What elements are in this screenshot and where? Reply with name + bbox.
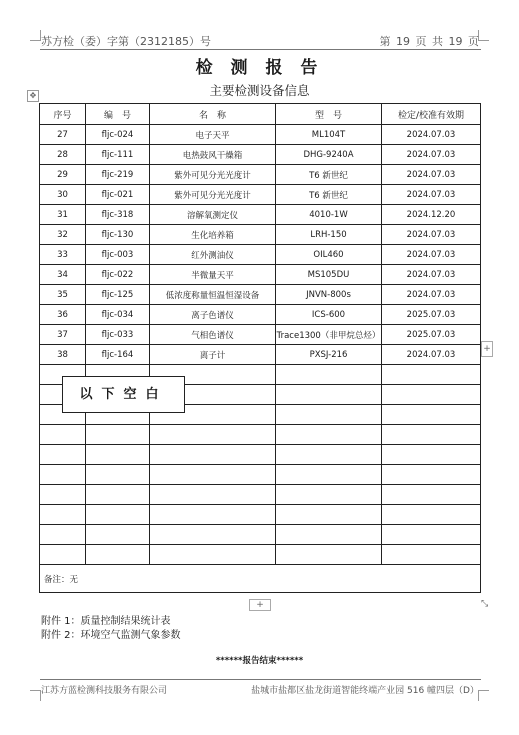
table-cell: 28: [40, 145, 86, 165]
table-cell: [276, 505, 382, 525]
table-cell: 气相色谱仪: [150, 325, 276, 345]
table-cell: [382, 425, 481, 445]
table-cell: [382, 365, 481, 385]
table-cell: Trace1300（非甲烷总烃）: [276, 325, 382, 345]
table-cell: 2024.07.03: [382, 165, 481, 185]
table-row: [40, 345, 481, 365]
column-header: 名 称: [150, 104, 276, 125]
add-column-icon[interactable]: +: [249, 599, 271, 611]
table-cell: 离子计: [150, 345, 276, 365]
table-cell: [40, 465, 86, 485]
table-cell: [382, 465, 481, 485]
table-cell: 紫外可见分光光度计: [150, 165, 276, 185]
table-cell: [150, 505, 276, 525]
footer-company: 江苏方蓝检测科技服务有限公司: [41, 686, 168, 696]
table-cell: 33: [40, 245, 86, 265]
table-cell: fljc-219: [86, 165, 150, 185]
table-cell: 2024.07.03: [382, 145, 481, 165]
table-cell: [150, 465, 276, 485]
table-cell: [276, 485, 382, 505]
table-cell: [40, 505, 86, 525]
table-cell: [382, 505, 481, 525]
table-cell: [86, 425, 150, 445]
column-header: 型 号: [276, 104, 382, 125]
table-row: [40, 325, 481, 345]
crop-mark-top-left: [30, 30, 41, 41]
table-cell: fljc-164: [86, 345, 150, 365]
table-cell: [150, 485, 276, 505]
report-end-marker: ******报告结束******: [215, 656, 304, 666]
table-row: [40, 245, 481, 265]
crop-mark-bottom-left: [30, 690, 41, 701]
table-cell: 2025.07.03: [382, 305, 481, 325]
table-cell: 2024.07.03: [382, 225, 481, 245]
table-cell: 4010-1W: [276, 205, 382, 225]
section-subtitle: 主要检测设备信息: [209, 83, 310, 98]
table-cell: [382, 485, 481, 505]
table-row: [40, 145, 481, 165]
table-cell: 半微量天平: [150, 265, 276, 285]
table-cell: 溶解氧测定仪: [150, 205, 276, 225]
table-cell: MS105DU: [276, 265, 382, 285]
report-title: 检 测 报 告: [195, 58, 324, 78]
table-cell: 2024.07.03: [382, 265, 481, 285]
table-cell: T6 新世纪: [276, 185, 382, 205]
table-cell: 2024.12.20: [382, 205, 481, 225]
attachment-2: 附件 2：环境空气监测气象参数: [41, 630, 181, 641]
table-cell: [276, 385, 382, 405]
table-cell: 34: [40, 265, 86, 285]
empty-table-row: [40, 425, 481, 445]
table-cell: fljc-034: [86, 305, 150, 325]
column-header: 检定/校准有效期: [382, 104, 481, 125]
table-cell: 31: [40, 205, 86, 225]
table-cell: 电子天平: [150, 125, 276, 145]
table-cell: 离子色谱仪: [150, 305, 276, 325]
empty-table-row: [40, 545, 481, 565]
table-row: [40, 165, 481, 185]
table-cell: [276, 405, 382, 425]
page-indicator: 第 19 页 共 19 页: [379, 35, 479, 48]
table-cell: 37: [40, 325, 86, 345]
empty-table-row: [40, 485, 481, 505]
table-row: [40, 185, 481, 205]
table-cell: ICS-600: [276, 305, 382, 325]
table-cell: DHG-9240A: [276, 145, 382, 165]
table-cell: 紫外可见分光光度计: [150, 185, 276, 205]
table-row: [40, 125, 481, 145]
table-cell: 低浓度称量恒温恒湿设备: [150, 285, 276, 305]
table-cell: 38: [40, 345, 86, 365]
empty-table-row: [40, 465, 481, 485]
table-cell: [150, 425, 276, 445]
table-cell: [382, 545, 481, 565]
table-cell: [150, 445, 276, 465]
note-row: [40, 565, 481, 593]
column-header: 编 号: [86, 104, 150, 125]
table-cell: fljc-003: [86, 245, 150, 265]
table-cell: fljc-111: [86, 145, 150, 165]
table-cell: fljc-125: [86, 285, 150, 305]
table-cell: fljc-033: [86, 325, 150, 345]
empty-table-row: [40, 525, 481, 545]
add-row-icon[interactable]: +: [481, 341, 493, 357]
table-cell: 生化培养箱: [150, 225, 276, 245]
table-cell: fljc-022: [86, 265, 150, 285]
table-cell: [276, 545, 382, 565]
table-cell: 29: [40, 165, 86, 185]
crop-mark-top-right: [478, 30, 489, 41]
table-cell: [40, 525, 86, 545]
table-cell: [382, 405, 481, 425]
table-cell: [382, 385, 481, 405]
table-cell: [276, 365, 382, 385]
table-cell: 35: [40, 285, 86, 305]
table-move-handle-icon[interactable]: ✥: [27, 90, 39, 102]
equipment-table: [39, 103, 481, 593]
table-cell: OIL460: [276, 245, 382, 265]
table-cell: [86, 545, 150, 565]
blank-below-stamp: 以下空白: [62, 376, 185, 413]
table-cell: [276, 465, 382, 485]
table-cell: [276, 525, 382, 545]
table-cell: [150, 525, 276, 545]
table-cell: PXSJ-216: [276, 345, 382, 365]
crop-mark-bottom-right: [478, 690, 489, 701]
table-cell: ML104T: [276, 125, 382, 145]
table-cell: [276, 425, 382, 445]
table-cell: 27: [40, 125, 86, 145]
table-cell: [86, 445, 150, 465]
empty-table-row: [40, 445, 481, 465]
table-cell: fljc-130: [86, 225, 150, 245]
table-cell: [40, 485, 86, 505]
table-cell: LRH-150: [276, 225, 382, 245]
table-cell: [276, 445, 382, 465]
table-cell: 红外测油仪: [150, 245, 276, 265]
attachment-1: 附件 1：质量控制结果统计表: [41, 616, 171, 627]
table-cell: 2024.07.03: [382, 185, 481, 205]
table-cell: 2024.07.03: [382, 285, 481, 305]
table-cell: [86, 525, 150, 545]
column-header: 序号: [40, 104, 86, 125]
table-resize-icon[interactable]: ⤡: [481, 599, 489, 609]
table-cell: 2025.07.03: [382, 325, 481, 345]
footer-address: 盐城市盐都区盐龙街道智能终端产业园 516 幢四层（D）: [251, 686, 479, 696]
table-cell: [40, 545, 86, 565]
table-cell: 36: [40, 305, 86, 325]
table-cell: [382, 525, 481, 545]
table-cell: 电热鼓风干燥箱: [150, 145, 276, 165]
table-cell: 2024.07.03: [382, 345, 481, 365]
table-cell: [86, 465, 150, 485]
table-header-row: [40, 104, 481, 125]
table-cell: JNVN-800s: [276, 285, 382, 305]
table-cell: 2024.07.03: [382, 125, 481, 145]
table-row: [40, 265, 481, 285]
table-cell: T6 新世纪: [276, 165, 382, 185]
footer-divider: [40, 679, 481, 680]
table-cell: [86, 485, 150, 505]
table-cell: fljc-021: [86, 185, 150, 205]
table-row: [40, 225, 481, 245]
table-cell: 32: [40, 225, 86, 245]
table-cell: 2024.07.03: [382, 245, 481, 265]
empty-table-row: [40, 505, 481, 525]
table-cell: [86, 505, 150, 525]
remarks-cell: 备注：无: [40, 565, 481, 593]
table-cell: [40, 425, 86, 445]
table-cell: 30: [40, 185, 86, 205]
table-cell: fljc-318: [86, 205, 150, 225]
table-row: [40, 285, 481, 305]
table-cell: [150, 545, 276, 565]
report-number: 苏方检（委）字第（2312185）号: [41, 35, 211, 48]
table-cell: [40, 445, 86, 465]
table-row: [40, 305, 481, 325]
table-cell: [382, 445, 481, 465]
table-cell: fljc-024: [86, 125, 150, 145]
table-row: [40, 205, 481, 225]
header-divider: [40, 49, 481, 50]
